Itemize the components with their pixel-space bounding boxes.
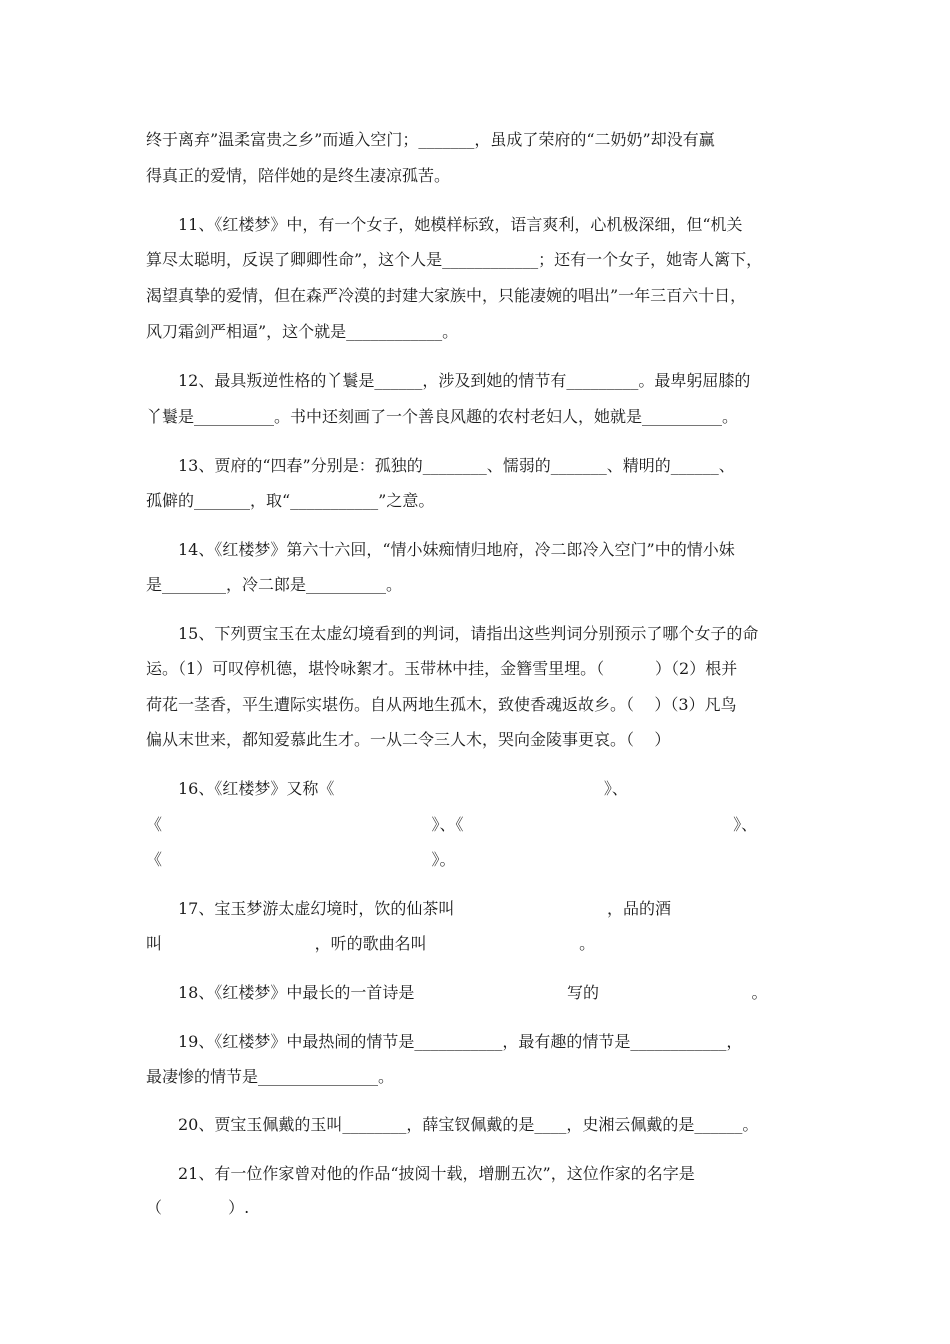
question-16: 16、《红楼梦》又称《 》、	[178, 779, 628, 798]
question-18: 18、《红楼梦》中最长的一首诗是 写的 。	[178, 983, 768, 1002]
text-line: 渴望真挚的爱情，但在森严冷漠的封建大家族中，只能凄婉的唱出”一年三百六十日，	[146, 286, 747, 305]
text-line: （ ）.	[146, 1198, 250, 1217]
question-17: 17、宝玉梦游太虚幻境时，饮的仙茶叫 ，品的酒	[178, 899, 671, 918]
text-line: 终于离弃”温柔富贵之乡”而遁入空门；_______，虽成了荣府的“二奶奶”却没有赢	[146, 130, 715, 149]
text-line: 《 》、《 》、	[146, 815, 758, 834]
text-line: 最凄惨的情节是_______________。	[146, 1067, 395, 1086]
text-line: 得真正的爱情，陪伴她的是终生凄凉孤苦。	[146, 166, 451, 185]
text-line: 《 》。	[146, 850, 456, 869]
question-13: 13、贾府的“四春”分别是：孤独的________、懦弱的_______、精明的______、	[178, 456, 735, 475]
text-line: 荷花一茎香，平生遭际实堪伤。自从两地生孤木，致使香魂返故乡。（ ）（3）凡鸟	[146, 695, 737, 714]
question-12: 12、最具叛逆性格的丫鬟是______，涉及到她的情节有_________。最卑躬屈膝的	[178, 371, 751, 390]
question-15: 15、下列贾宝玉在太虚幻境看到的判词，请指出这些判词分别预示了哪个女子的命	[178, 624, 759, 643]
question-19: 19、《红楼梦》中最热闹的情节是___________，最有趣的情节是____________，	[178, 1032, 743, 1051]
text-line: 孤僻的_______，取“___________”之意。	[146, 491, 435, 510]
question-11: 11、《红楼梦》中，有一个女子，她模样标致，语言爽利，心机极深细，但“机关	[178, 215, 743, 234]
question-20: 20、贾宝玉佩戴的玉叫________，薛宝钗佩戴的是____，史湘云佩戴的是______。	[178, 1115, 759, 1134]
question-21: 21、有一位作家曾对他的作品“披阅十载，增删五次”，这位作家的名字是	[178, 1164, 695, 1183]
question-14: 14、《红楼梦》第六十六回，“情小妹痴情归地府，冷二郎冷入空门”中的情小妹	[178, 540, 735, 559]
text-line: 运。（1）可叹停机德，堪怜咏絮才。玉带林中挂，金簪雪里埋。（ ）（2）根并	[146, 659, 738, 678]
text-line: 丫鬟是__________。书中还刻画了一个善良风趣的农村老妇人，她就是__________。	[146, 407, 739, 426]
text-line: 叫 ，听的歌曲名叫 。	[146, 934, 596, 953]
text-line: 风刀霜剑严相逼”，这个就是____________。	[146, 322, 459, 341]
text-line: 算尽太聪明，反误了卿卿性命”，这个人是____________；还有一个女子，她寄人篱下，	[146, 250, 763, 269]
text-line: 是________，冷二郎是__________。	[146, 575, 403, 594]
text-line: 偏从末世来，都知爱慕此生才。一从二令三人木，哭向金陵事更哀。（ ）	[146, 730, 671, 749]
